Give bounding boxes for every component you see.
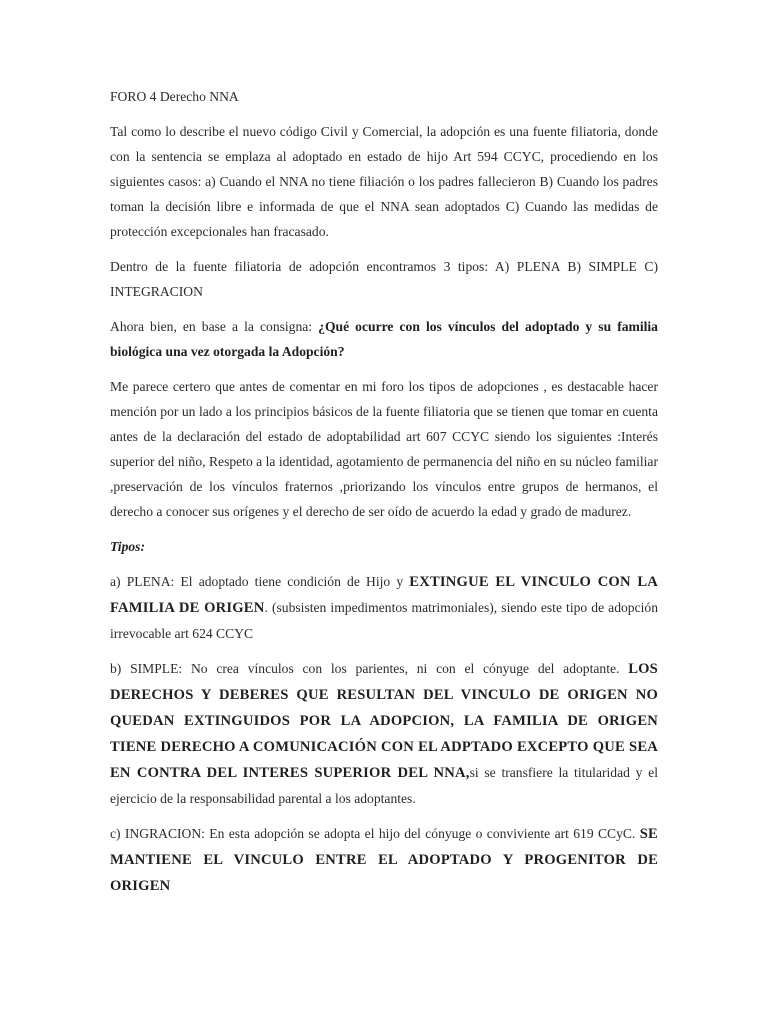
- question-bold-text: ¿Qué ocurre con los vínculos del adoptado y su familia biológica una vez otorgada la Adopción?: [110, 319, 658, 359]
- paragraph-intro: [110, 119, 658, 244]
- item-plena-bold: EXTINGUE EL VINCULO CON LA FAMILIA DE ORIGEN: [110, 574, 659, 616]
- paragraph-intro-text: Tal como lo describe el nuevo código Civil y Comercial, la adopción es una fuente filiatoria, donde con la sentencia se emplaza al adoptado en estado de hijo Art 594 CCYC, procediendo en los siguientes casos: a) Cuando el NNA no tiene filiación o los padres fallecieron B) Cuando los padres toman la decisión libre e informada de que el NNA sean adoptados C) Cuando las medidas de protección excepcionales han fracasado.: [110, 124, 658, 239]
- tipos-heading: [110, 534, 658, 559]
- item-plena: [110, 569, 658, 646]
- document-title: [110, 84, 658, 109]
- tipos-heading-text: Tipos:: [110, 539, 145, 554]
- title-text: FORO 4 Derecho NNA: [110, 89, 239, 104]
- item-integracion-intro: c) INGRACION: En esta adopción se adopta el hijo del cónyuge o conviviente art 619 CCyC.: [110, 826, 640, 841]
- item-simple-bold: LOS DERECHOS Y DEBERES QUE RESULTAN DEL VINCULO DE ORIGEN NO QUEDAN EXTINGUIDOS POR LA ADOPCION, LA FAMILIA DE ORIGEN TIENE DERECHO A COMUNICACIÓN CON EL ADPTADO EXCEPTO QUE SEA EN CONTRA DEL INTERES SUPERIOR DEL NNA,: [110, 661, 658, 781]
- item-simple-intro: b) SIMPLE: No crea vínculos con los parientes, ni con el cónyuge del adoptante.: [110, 661, 629, 676]
- paragraph-types: [110, 254, 658, 304]
- paragraph-types-text: Dentro de la fuente filiatoria de adopción encontramos 3 tipos: A) PLENA B) SIMPLE C) INTEGRACION: [110, 259, 658, 299]
- item-simple: [110, 656, 658, 811]
- item-plena-rest: . (subsisten impedimentos matrimoniales), siendo este tipo de adopción irrevocable art 624 CCYC: [110, 600, 659, 641]
- paragraph-question: [110, 314, 658, 364]
- item-integracion: [110, 821, 658, 899]
- question-intro-text: Ahora bien, en base a la consigna:: [110, 319, 319, 334]
- item-simple-rest: si se transfiere la titularidad y el ejercicio de la responsabilidad parental a los adoptantes.: [110, 765, 659, 806]
- document-body: [110, 84, 658, 909]
- paragraph-principles-text: Me parece certero que antes de comentar en mi foro los tipos de adopciones , es destacable hacer mención por un lado a los principios básicos de la fuente filiatoria que se tienen que tomar en cuenta antes de la declaración del estado de adoptabilidad art 607 CCYC siendo los siguientes :Interés superior del niño, Respeto a la identidad, agotamiento de permanencia del niño en su núcleo familiar ,preservación de los vínculos fraternos ,priorizando los vínculos entre grupos de hermanos, el derecho a conocer sus orígenes y el derecho de ser oído de acuerdo la edad y grado de madurez.: [110, 379, 658, 519]
- item-plena-intro: a) PLENA: El adoptado tiene condición de Hijo y: [110, 574, 410, 589]
- paragraph-principles: [110, 374, 658, 524]
- item-integracion-bold: SE MANTIENE EL VINCULO ENTRE EL ADOPTADO Y PROGENITOR DE ORIGEN: [110, 826, 658, 894]
